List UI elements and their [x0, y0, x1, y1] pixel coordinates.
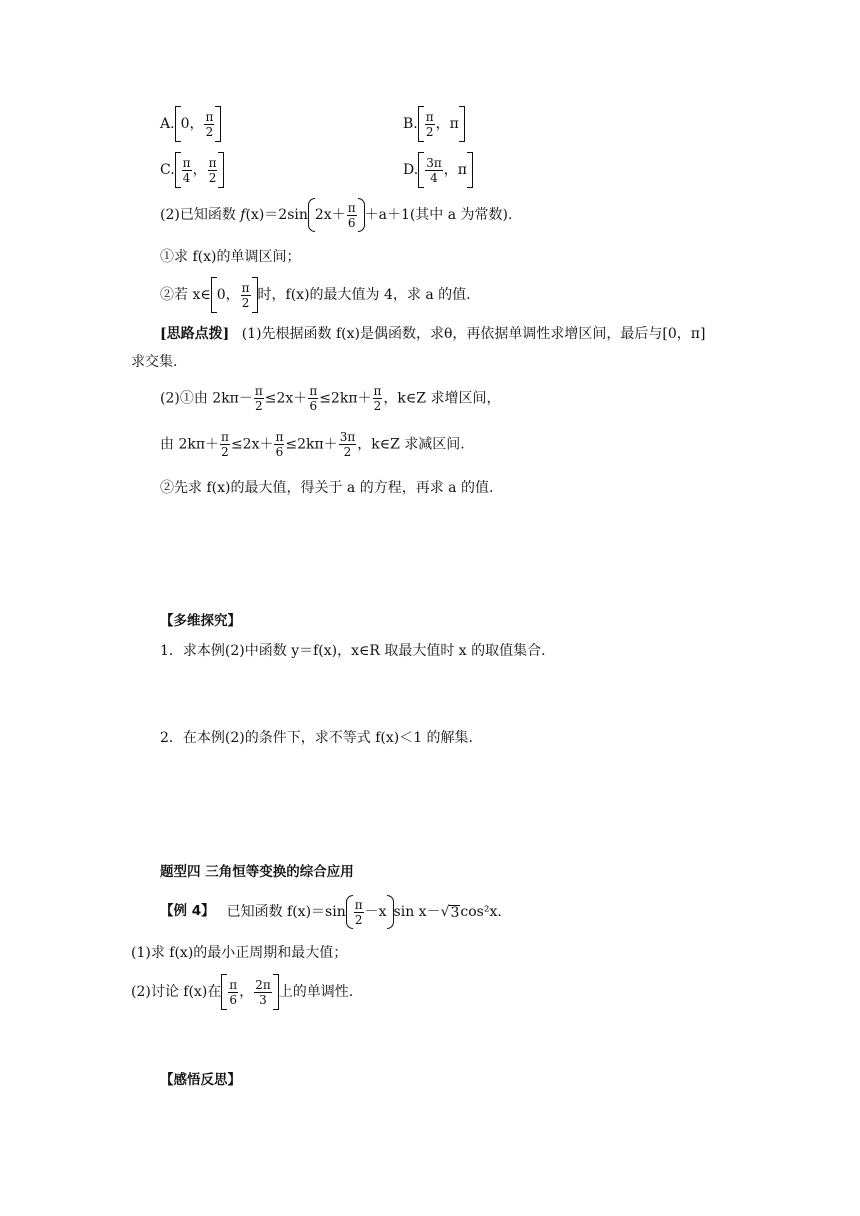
numerator: π [425, 109, 434, 124]
stem-text: 2x＋ [314, 207, 346, 223]
hint-text: ≤2x＋ [264, 390, 308, 407]
left-paren [346, 895, 353, 929]
example-4-part-2 [131, 974, 353, 1010]
denominator: 2 [425, 124, 434, 139]
fraction [425, 157, 443, 184]
right-bracket [467, 152, 473, 188]
right-paren [387, 895, 394, 929]
comma: ， [435, 116, 450, 132]
hint-text: ≤2x＋ [230, 436, 274, 453]
denominator: 4 [430, 170, 438, 185]
fraction [354, 899, 364, 926]
right-bracket [218, 152, 224, 188]
left-bracket [418, 152, 424, 188]
fraction [254, 385, 264, 412]
denominator: 3 [259, 992, 267, 1007]
left-bracket [418, 106, 424, 142]
denominator: 2 [354, 912, 363, 927]
numerator: π [241, 280, 250, 295]
stem-text: (2)已知函数 [160, 207, 241, 223]
hint-line-5: ②先求 f(x)的最大值，得关于 a 的方程，再求 a 的值. [160, 480, 494, 496]
question-2-stem [160, 198, 512, 232]
explore-question-2: 2．在本例(2)的条件下，求不等式 f(x)＜1 的解集. [160, 730, 473, 746]
denominator: 6 [275, 445, 284, 459]
option-a-label: A. [160, 116, 175, 132]
fraction [274, 431, 284, 458]
question-2-sub-1: ①求 f(x)的单调区间； [160, 249, 301, 265]
fraction [339, 431, 357, 458]
denominator: 2 [205, 124, 214, 139]
sqrt-symbol: √ [440, 904, 450, 920]
denominator: 4 [182, 170, 191, 185]
hint-text: 由 2kπ＋ [160, 436, 220, 453]
hint-text: ，k∈Z 求增区间， [383, 390, 501, 407]
stem-text: 时，f(x)的最大值为 4，求 a 的值. [257, 287, 471, 303]
option-a [160, 106, 221, 142]
denominator: 2 [373, 399, 382, 413]
denominator: 2 [343, 445, 352, 459]
denominator: 2 [208, 170, 217, 185]
comma: ， [239, 984, 254, 1000]
hint-line-1 [131, 327, 705, 341]
stem-text: ＋a＋1(其中 a 为常数). [364, 207, 513, 223]
stem-text: 已知函数 f(x)＝sin [226, 904, 346, 920]
comma: ， [189, 116, 204, 132]
numerator: 3π [426, 155, 442, 170]
question-2-sub-2 [160, 277, 471, 313]
option-b-label: B. [403, 116, 418, 132]
fraction [204, 111, 214, 138]
hint-text: ≤2kπ＋ [319, 390, 372, 407]
hint-text: ，k∈Z 求减区间. [357, 436, 465, 453]
denominator: 6 [309, 399, 318, 413]
numerator: π [373, 384, 382, 398]
hint-line-2: 求交集. [131, 354, 178, 370]
left-bracket [175, 152, 181, 188]
fraction [308, 385, 318, 412]
denominator: 6 [347, 215, 356, 230]
fraction [241, 282, 251, 309]
numerator: π [275, 430, 284, 444]
fraction [425, 111, 435, 138]
left-paren [308, 198, 315, 232]
numerator: π [221, 430, 229, 444]
numerator: π [208, 155, 217, 170]
option-b [403, 106, 465, 142]
option-b-upper: π [449, 116, 459, 132]
fraction [347, 202, 357, 229]
numerator: 2π [255, 977, 271, 992]
fraction [228, 979, 238, 1006]
fraction [254, 979, 272, 1006]
fraction [373, 385, 383, 412]
denominator: 2 [221, 445, 229, 459]
stem-text: －x [364, 904, 387, 920]
reflect-heading: 【感悟反思】 [160, 1072, 241, 1088]
left-bracket [221, 974, 227, 1010]
fraction [220, 431, 230, 458]
numerator: 3π [339, 430, 356, 444]
stem-text: ＝2sin [264, 207, 308, 223]
option-a-lower: 0 [180, 116, 190, 132]
hint-text: (2)①由 2kπ－ [160, 390, 253, 407]
numerator: π [205, 109, 214, 124]
option-c [160, 152, 224, 188]
section-heading: 题型四 三角恒等变换的综合应用 [160, 864, 354, 880]
stem-text: cos²x. [460, 904, 502, 920]
sqrt-radicand: 3 [450, 904, 460, 921]
stem-text: (2)讨论 f(x)在 [131, 984, 222, 1000]
interval-lower: 0 [216, 287, 226, 303]
denominator: 6 [229, 992, 238, 1007]
hint-increasing [160, 385, 500, 412]
option-d-upper: π [457, 162, 467, 178]
explore-heading: 【多维探究】 [160, 613, 241, 629]
numerator: π [229, 977, 238, 992]
example-4-part-1: (1)求 f(x)的最小正周期和最大值； [131, 945, 348, 961]
stem-text: sin x－ [393, 904, 441, 920]
denominator: 2 [255, 399, 263, 413]
comma: ， [225, 287, 240, 303]
numerator: π [254, 384, 263, 398]
option-d-label: D. [403, 162, 419, 178]
example-label: 【例 4】 [160, 903, 215, 920]
hint-label: [思路点拨] [160, 326, 230, 342]
comma: ， [192, 162, 207, 178]
right-bracket [215, 106, 221, 142]
comma: ， [443, 162, 458, 178]
right-paren [358, 198, 365, 232]
fraction [182, 157, 192, 184]
option-c-label: C. [160, 162, 175, 178]
hint-text: (1)先根据函数 f(x)是偶函数，求θ，再依据单调性求增区间，最后与[0，π] [241, 326, 706, 342]
option-d [403, 152, 473, 188]
right-bracket [459, 106, 465, 142]
numerator: π [309, 384, 318, 398]
numerator: π [354, 897, 363, 912]
stem-text: ②若 x∈ [160, 287, 211, 303]
numerator: π [347, 200, 356, 215]
numerator: π [182, 155, 191, 170]
hint-text: ≤2kπ＋ [285, 436, 338, 453]
example-4-stem [160, 895, 502, 929]
explore-question-1: 1．求本例(2)中函数 y＝f(x)，x∈R 取最大值时 x 的取值集合. [160, 643, 546, 659]
function-name: f [240, 207, 246, 223]
stem-text: 上的单调性. [278, 984, 354, 1000]
stem-text: (x) [245, 207, 265, 223]
denominator: 2 [241, 295, 250, 310]
hint-decreasing [160, 431, 465, 458]
fraction [208, 157, 218, 184]
